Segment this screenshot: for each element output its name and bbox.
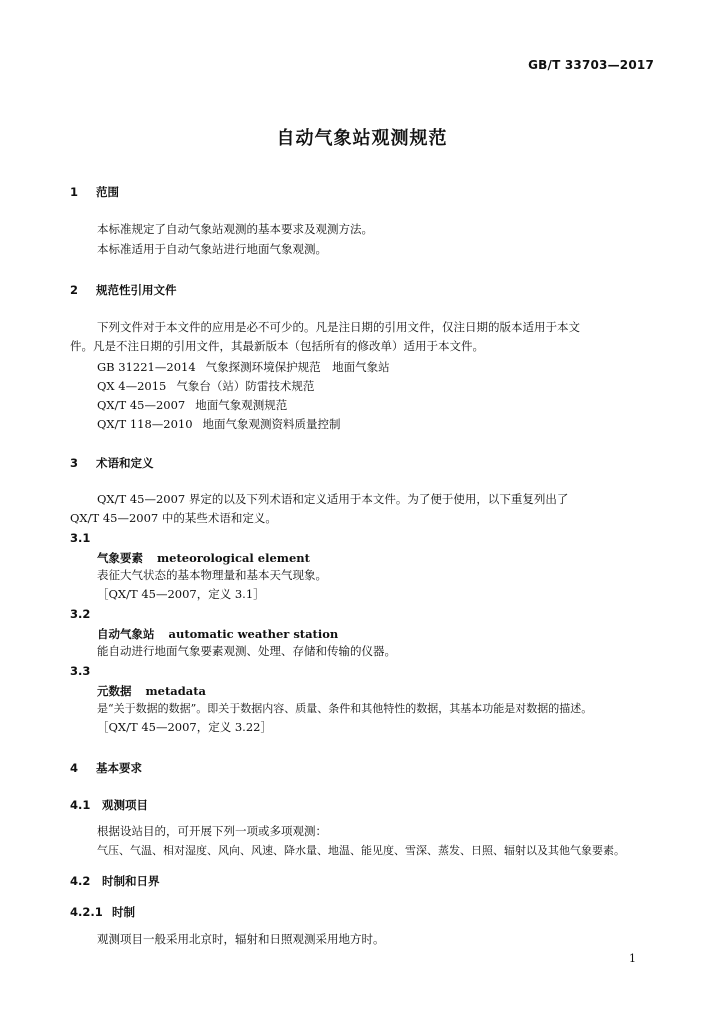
term-definition: 能自动进行地面气象要素观测、处理、存储和传输的仪器。 — [97, 644, 396, 658]
term-number: 3.2 — [70, 607, 91, 621]
term-number: 3.1 — [70, 531, 91, 545]
term-en: metadata — [145, 684, 207, 698]
section-number: 4 — [70, 761, 79, 775]
paragraph: 观测项目一般采用北京时，辐射和日照观测采用地方时。 — [97, 932, 385, 946]
paragraph: 本标准规定了自动气象站观测的基本要求及观测方法。 — [97, 222, 373, 236]
section-number: 4.2 — [70, 874, 91, 888]
subsection-4-1-heading — [70, 797, 148, 813]
document-title: 自动气象站观测规范 — [276, 128, 448, 149]
reference-item — [97, 378, 314, 394]
term-source: ［QX/T 45—2007，定义 3.22］ — [97, 720, 272, 734]
reference-title: 地面气象观测资料质量控制 — [202, 417, 341, 431]
term-zh: 气象要素 — [97, 551, 143, 565]
section-title: 观测项目 — [102, 798, 148, 812]
reference-code: QX/T 118—2010 — [97, 417, 193, 431]
reference-code: QX/T 45—2007 — [97, 398, 186, 412]
reference-title: 气象探测环境保护规范 地面气象站 — [205, 360, 390, 374]
reference-title: 地面气象观测规范 — [195, 398, 288, 412]
section-title: 规范性引用文件 — [96, 283, 177, 297]
paragraph: 件。凡是不注日期的引用文件，其最新版本（包括所有的修改单）适用于本文件。 — [70, 339, 484, 353]
section-number: 4.1 — [70, 798, 91, 812]
term-number: 3.3 — [70, 664, 91, 678]
paragraph: QX/T 45—2007 中的某些术语和定义。 — [70, 511, 277, 525]
standard-number: GB/T 33703—2017 — [528, 58, 654, 72]
section-number: 4.2.1 — [70, 905, 103, 919]
term-zh: 元数据 — [97, 684, 132, 698]
reference-code: GB 31221—2014 — [97, 360, 196, 374]
reference-item — [97, 359, 390, 375]
paragraph: 下列文件对于本文件的应用是必不可少的。凡是注日期的引用文件，仅注日期的版本适用于本文 — [97, 320, 580, 334]
reference-title: 气象台（站）防雷技术规范 — [176, 379, 315, 393]
section-title: 时制 — [112, 905, 135, 919]
section-title: 时制和日界 — [102, 874, 160, 888]
term-name — [97, 626, 338, 642]
term-definition: 表征大气状态的基本物理量和基本天气现象。 — [97, 568, 327, 582]
paragraph: 本标准适用于自动气象站进行地面气象观测。 — [97, 242, 327, 256]
section-2-heading — [70, 282, 177, 298]
subsection-4-2-heading — [70, 873, 160, 889]
term-source: ［QX/T 45—2007，定义 3.1］ — [97, 587, 265, 601]
term-zh: 自动气象站 — [97, 627, 155, 641]
paragraph: 气压、气温、相对湿度、风向、风速、降水量、地温、能见度、雪深、蒸发、日照、辐射以及其他气象要素。 — [97, 844, 625, 857]
page-number: 1 — [629, 952, 636, 965]
term-name — [97, 683, 206, 699]
subsection-4-2-1-heading — [70, 904, 135, 920]
term-definition: 是“关于数据的数据”。即关于数据内容、质量、条件和其他特性的数据，其基本功能是对数据的描述。 — [97, 702, 593, 715]
section-3-heading — [70, 455, 154, 471]
term-en: automatic weather station — [168, 627, 339, 641]
term-name — [97, 550, 310, 566]
term-en: meteorological element — [157, 551, 310, 565]
section-number: 1 — [70, 185, 79, 199]
section-number: 3 — [70, 456, 79, 470]
section-number: 2 — [70, 283, 79, 297]
section-title: 范围 — [96, 185, 119, 199]
reference-item — [97, 397, 287, 413]
paragraph: QX/T 45—2007 界定的以及下列术语和定义适用于本文件。为了便于使用，以下重复列出了 — [97, 492, 569, 506]
section-title: 基本要求 — [96, 761, 142, 775]
section-title: 术语和定义 — [96, 456, 154, 470]
reference-item — [97, 416, 341, 432]
section-1-heading — [70, 184, 119, 200]
paragraph: 根据设站目的，可开展下列一项或多项观测： — [97, 824, 327, 838]
section-4-heading — [70, 760, 142, 776]
reference-code: QX 4—2015 — [97, 379, 167, 393]
